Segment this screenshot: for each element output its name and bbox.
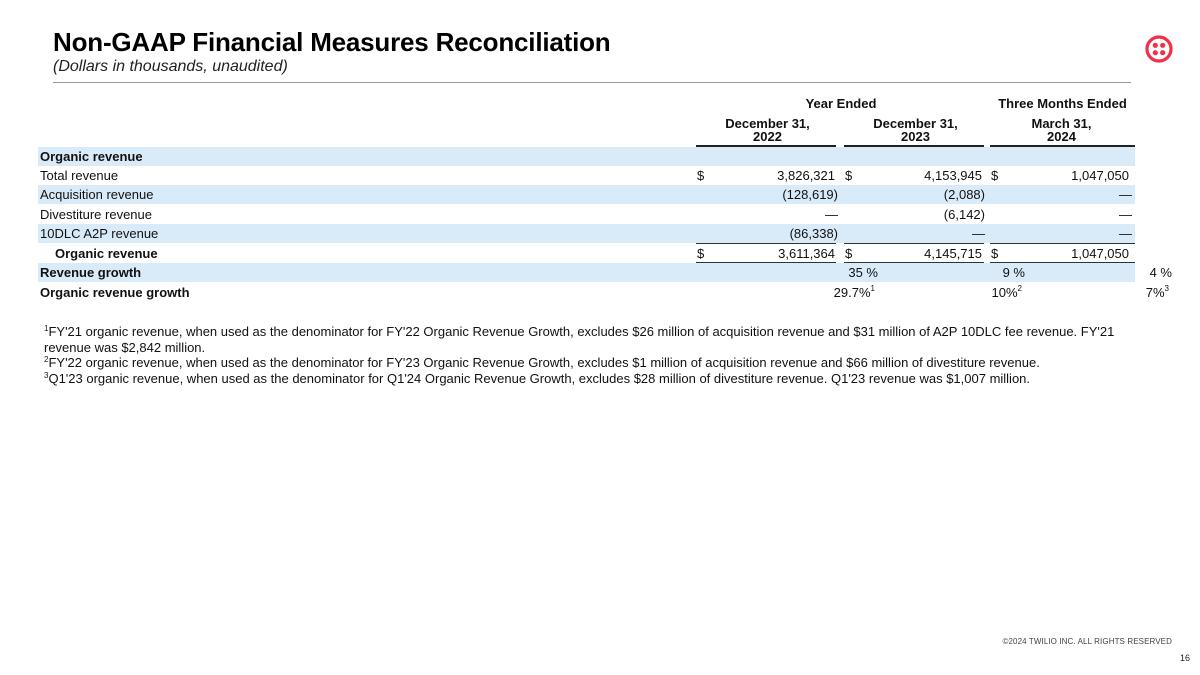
footnote [44,355,1154,371]
cell-value: 10% [991,285,1018,300]
column-header-line2: 2023 [901,129,930,144]
year-ended-header: Year Ended [805,96,877,111]
cell-value: 7% [1145,285,1165,300]
column-header-2024 [994,117,1129,143]
row-label: Organic revenue growth [40,285,190,300]
cell-2023: 4,153,945 [924,168,982,183]
row-label: Organic revenue [40,149,143,164]
cell-2023 [862,283,1022,302]
footnote [44,324,1154,355]
cell-2022: 3,826,321 [777,168,835,183]
table-row-section-heading [38,147,1135,166]
cell-2024: 1,047,050 [1071,168,1129,183]
row-label: Organic revenue [55,246,158,261]
table-row-organic-revenue-growth [38,283,1169,302]
table-row-divestiture-revenue [38,205,1135,224]
column-header-line2: 2024 [1047,129,1076,144]
cell-2023: 4,145,715 [924,246,982,261]
row-label: Acquisition revenue [40,187,154,202]
cell-2022: (128,619) [782,187,838,202]
cell-2022: — [825,207,838,222]
three-months-ended-header: Three Months Ended [998,96,1127,111]
cell-2024: — [1119,226,1132,241]
cell-value: 29.7% [833,285,871,300]
copyright-notice: ©2024 TWILIO INC. ALL RIGHTS RESERVED [1002,637,1172,646]
cell-2023: (6,142) [943,207,985,222]
row-label: Revenue growth [40,265,142,280]
cell-2023: (2,088) [943,187,985,202]
table-row-acquisition-revenue [38,185,1135,204]
column-header-line1: December 31, [725,116,810,131]
row-label: 10DLC A2P revenue [40,226,159,241]
currency-symbol: $ [991,168,999,183]
cell-2024: 1,047,050 [1071,246,1129,261]
table-row-organic-revenue-total [38,244,1135,263]
footnotes [44,324,1154,386]
column-header-line1: March 31, [1031,116,1092,131]
page-title: Non-GAAP Financial Measures Reconciliation [53,27,611,57]
table-row-total-revenue [38,166,1135,185]
footnote-marker: 3 [1164,284,1169,293]
footnote-text: FY'22 organic revenue, when used as the denominator for FY'23 Organic Revenue Growth, excludes $1 million of acquisition revenue and $66 million of divestiture revenue. [48,355,1040,370]
cell-2022: 35 % [848,265,878,280]
twilio-logo-icon [1145,35,1173,63]
title-divider [53,82,1131,83]
currency-symbol: $ [697,168,705,183]
column-header-2022 [700,117,835,143]
currency-symbol: $ [991,246,999,261]
column-header-line2: 2022 [753,129,782,144]
cell-2023: 9 % [1002,265,1025,280]
cell-2023: — [972,226,985,241]
cell-2024: — [1119,207,1132,222]
currency-symbol: $ [845,168,853,183]
page-number: 16 [1179,653,1190,663]
cell-2024 [1009,283,1169,302]
footnote-text: FY'21 organic revenue, when used as the denominator for FY'22 Organic Revenue Growth, excludes $26 million of acquisition revenue and $31 million of A2P 10DLC fee revenue. FY'21 revenue was $2,842 million. [44,324,1115,355]
footnote-number: 1 [44,324,49,333]
footnote-text: Q1'23 organic revenue, when used as the denominator for Q1'24 Organic Revenue Growth, excludes $28 million of divestiture revenue. Q1'23 revenue was $1,007 million. [48,370,1031,386]
currency-symbol: $ [845,246,853,261]
cell-2024: — [1119,187,1132,202]
table-row-10dlc-a2p-revenue [38,224,1135,243]
footnote [44,371,1154,387]
footnote-number: 3 [44,370,49,380]
page-subtitle: (Dollars in thousands, unaudited) [53,58,288,75]
cell-2022: (86,338) [789,226,838,241]
table-row-revenue-growth [38,263,1172,282]
column-header-line1: December 31, [873,116,958,131]
cell-2022 [715,283,875,302]
footnote-number: 2 [44,355,49,364]
footnote-marker: 2 [1017,284,1022,293]
cell-2024: 4 % [1149,265,1172,280]
column-header-2023 [848,117,983,143]
currency-symbol: $ [697,246,705,261]
footnote-marker: 1 [870,284,875,293]
row-label: Total revenue [40,168,119,183]
cell-2022: 3,611,364 [778,246,835,261]
row-label: Divestiture revenue [40,207,152,222]
